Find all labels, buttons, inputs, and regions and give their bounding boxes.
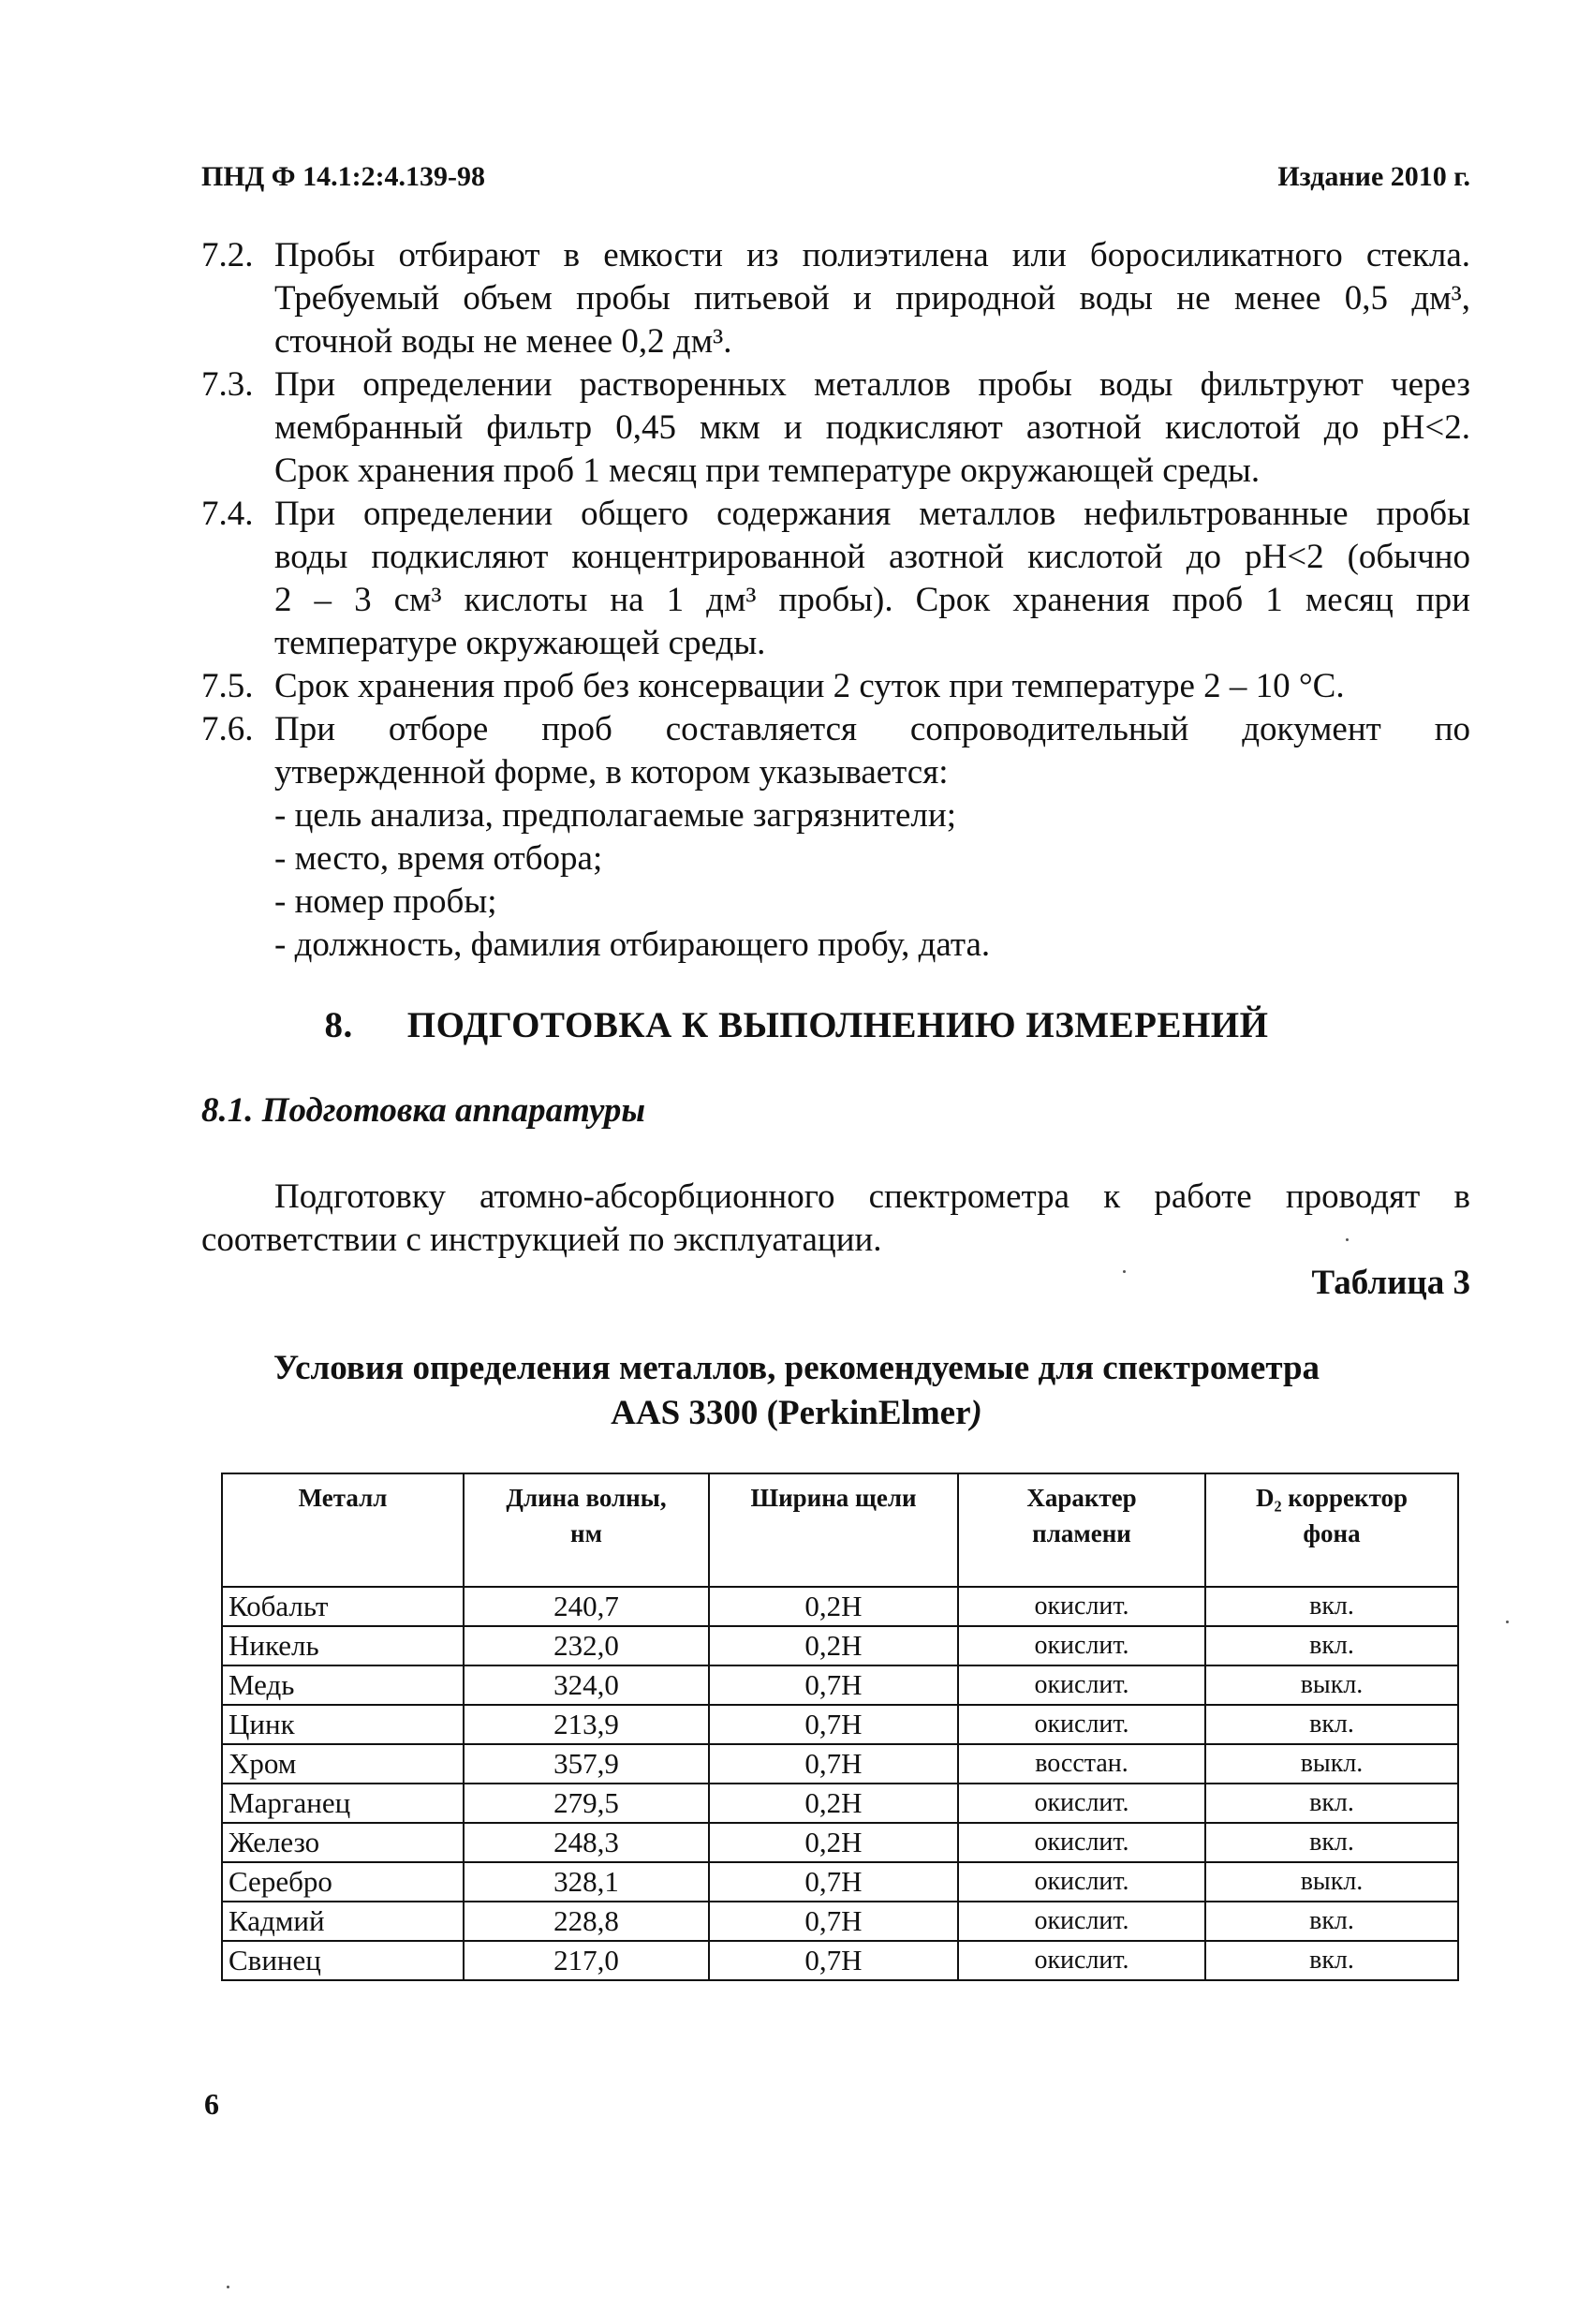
table-row — [222, 1626, 1458, 1665]
clause-line: Срок хранения проб 1 месяц при температуре окружающей среды. — [274, 451, 1261, 490]
table-cell: Серебро — [222, 1862, 464, 1902]
table-cell: Железо — [222, 1823, 464, 1862]
table-cell: вкл. — [1205, 1784, 1458, 1823]
table-cell: окислит. — [958, 1902, 1205, 1941]
table-cell: 0,7Н — [709, 1665, 958, 1705]
document-code: ПНД Ф 14.1:2:4.139-98 — [201, 161, 486, 192]
table-row — [222, 1902, 1458, 1941]
table-cell: 0,7Н — [709, 1744, 958, 1784]
column-header-text: D₂ корректор фона — [1255, 1484, 1409, 1547]
table-cell: Кадмий — [222, 1902, 464, 1941]
table-row — [222, 1862, 1458, 1902]
table-cell: вкл. — [1205, 1823, 1458, 1862]
column-header — [464, 1473, 709, 1587]
subsection-heading: 8.1. Подготовка аппаратуры — [201, 1091, 646, 1130]
table-cell: окислит. — [958, 1784, 1205, 1823]
clause-7-6 — [201, 708, 1470, 794]
table-title-line: Условия определения металлов, рекомендуемые для спектрометра — [273, 1349, 1320, 1387]
table-title-text: AAS 3300 (PerkinElmer — [611, 1394, 971, 1432]
table-cell: вкл. — [1205, 1902, 1458, 1941]
section-title: ПОДГОТОВКА К ВЫПОЛНЕНИЮ ИЗМЕРЕНИЙ — [406, 1005, 1269, 1045]
clause-number: 7.3. — [201, 365, 254, 404]
table-cell: 0,2Н — [709, 1587, 958, 1626]
table-cell: окислит. — [958, 1862, 1205, 1902]
table-cell: 0,7Н — [709, 1705, 958, 1744]
clause-number: 7.4. — [201, 495, 254, 533]
table-cell: 328,1 — [464, 1862, 709, 1902]
scan-speck — [1123, 1270, 1126, 1273]
table-title-paren: ) — [970, 1394, 982, 1432]
table-cell: 217,0 — [464, 1941, 709, 1980]
clause-number: 7.2. — [201, 236, 254, 274]
column-header: Металл — [222, 1473, 464, 1587]
scan-speck — [1506, 1621, 1509, 1623]
table-cell: Хром — [222, 1744, 464, 1784]
table-cell: выкл. — [1205, 1862, 1458, 1902]
table-cell: 232,0 — [464, 1626, 709, 1665]
table-cell: выкл. — [1205, 1665, 1458, 1705]
table-cell: 213,9 — [464, 1705, 709, 1744]
clause-7-4 — [201, 493, 1470, 665]
table-row — [222, 1941, 1458, 1980]
table-caption: Таблица 3 — [1311, 1264, 1470, 1302]
clause-7-2 — [201, 234, 1470, 363]
table-cell: 279,5 — [464, 1784, 709, 1823]
table-cell: окислит. — [958, 1665, 1205, 1705]
table-cell: выкл. — [1205, 1744, 1458, 1784]
clause-line: При определении растворенных металлов пробы воды фильтруют через — [274, 365, 1470, 404]
table-cell: Кобальт — [222, 1587, 464, 1626]
table-row — [222, 1823, 1458, 1862]
table-cell: 0,2Н — [709, 1823, 958, 1862]
column-header-text: Характер пламени — [1026, 1484, 1137, 1547]
table-cell: окислит. — [958, 1705, 1205, 1744]
table-cell: 0,2Н — [709, 1626, 958, 1665]
table-cell: восстан. — [958, 1744, 1205, 1784]
table-cell: 0,7Н — [709, 1862, 958, 1902]
edition-label: Издание 2010 г. — [1277, 161, 1470, 192]
clause-number: 7.6. — [201, 710, 254, 748]
table-cell: Свинец — [222, 1941, 464, 1980]
clause-line: сточной воды не менее 0,2 дм³. — [274, 322, 732, 361]
table-cell: вкл. — [1205, 1587, 1458, 1626]
page-number: 6 — [204, 2087, 219, 2121]
clause-7-5 — [201, 665, 1470, 708]
column-header — [1205, 1473, 1458, 1587]
paragraph: Подготовку атомно-абсорбционного спектрометра к работе проводят в соответствии с инструкцией по эксплуатации. — [201, 1177, 1470, 1259]
table-row — [222, 1587, 1458, 1626]
clause-7-3 — [201, 363, 1470, 493]
column-header-text: Длина волны, нм — [506, 1484, 667, 1547]
table-cell: Марганец — [222, 1784, 464, 1823]
list-item: - должность, фамилия отбирающего пробу, дата. — [274, 925, 991, 964]
table-row — [222, 1705, 1458, 1744]
column-header — [958, 1473, 1205, 1587]
clause-line: Пробы отбирают в емкости из полиэтилена или боросиликатного стекла. — [274, 236, 1470, 274]
clause-line: Требуемый объем пробы питьевой и природной воды не менее 0,5 дм³, — [274, 279, 1470, 318]
table-cell: 357,9 — [464, 1744, 709, 1784]
table-cell: Цинк — [222, 1705, 464, 1744]
table-cell: 0,2Н — [709, 1784, 958, 1823]
table-cell: вкл. — [1205, 1626, 1458, 1665]
table-cell: окислит. — [958, 1823, 1205, 1862]
table-cell: 324,0 — [464, 1665, 709, 1705]
scan-speck — [227, 2286, 229, 2288]
table-title — [0, 1346, 1593, 1436]
table-cell: 240,7 — [464, 1587, 709, 1626]
section-heading — [0, 1004, 1593, 1046]
table-cell: окислит. — [958, 1587, 1205, 1626]
table-cell: 248,3 — [464, 1823, 709, 1862]
table-title-line — [0, 1391, 1593, 1436]
metals-table — [221, 1473, 1459, 1981]
table-cell: Никель — [222, 1626, 464, 1665]
table-header-row — [222, 1473, 1458, 1587]
table-row — [222, 1784, 1458, 1823]
table-row — [222, 1665, 1458, 1705]
table-cell: 228,8 — [464, 1902, 709, 1941]
table-cell: Медь — [222, 1665, 464, 1705]
table-row — [222, 1744, 1458, 1784]
scan-speck — [1346, 1238, 1349, 1241]
section-number: 8. — [324, 1005, 353, 1045]
column-header: Ширина щели — [709, 1473, 958, 1587]
table-cell: 0,7Н — [709, 1902, 958, 1941]
clause-line: При определении общего содержания металлов нефильтрованные пробы — [274, 495, 1470, 533]
clause-line: мембранный фильтр 0,45 мкм и подкисляют азотной кислотой до рН<2. — [274, 408, 1470, 447]
list-item: - место, время отбора; — [274, 839, 603, 878]
clause-line: 2 – 3 см³ кислоты на 1 дм³ пробы). Срок хранения проб 1 месяц при — [274, 581, 1470, 619]
clause-line: утвержденной форме, в котором указывается: — [274, 753, 949, 792]
clause-number: 7.5. — [201, 667, 254, 705]
table-cell: вкл. — [1205, 1941, 1458, 1980]
clause-line: Срок хранения проб без консервации 2 суток при температуре 2 – 10 °С. — [274, 667, 1345, 705]
table-cell: вкл. — [1205, 1705, 1458, 1744]
list-item: - цель анализа, предполагаемые загрязнители; — [274, 796, 956, 835]
table-cell: окислит. — [958, 1626, 1205, 1665]
list-item: - номер пробы; — [274, 882, 497, 921]
clause-line: температуре окружающей среды. — [274, 624, 766, 662]
clause-line: При отборе проб составляется сопроводительный документ по — [274, 710, 1470, 748]
table-cell: окислит. — [958, 1941, 1205, 1980]
table-cell: 0,7Н — [709, 1941, 958, 1980]
clause-line: воды подкисляют концентрированной азотной кислотой до рН<2 (обычно — [274, 538, 1470, 576]
